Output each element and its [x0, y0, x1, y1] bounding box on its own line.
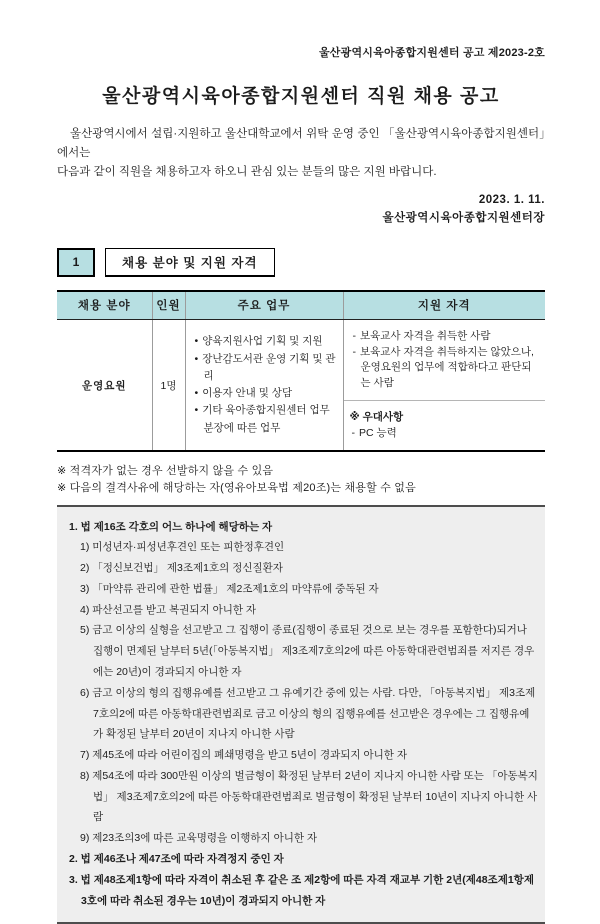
recruitment-table — [57, 290, 545, 453]
disqualification-subitem: 2) 「정신보건법」 제3조제1호의 정신질환자 — [65, 558, 539, 579]
disqualification-item-1: 1. 법 제16조 각호의 어느 하나에 해당하는 자 — [65, 517, 539, 538]
announcement-date: 2023. 1. 11. — [57, 194, 545, 206]
intro-line-1: 울산광역시에서 설립·지원하고 울산대학교에서 위탁 운영 중인 「울산광역시육아종합지원센터」에서는 — [57, 125, 545, 163]
note-line: ※ 적격자가 없는 경우 선발하지 않을 수 있음 — [57, 463, 545, 480]
page-title: 울산광역시육아종합지원센터 직원 채용 공고 — [57, 81, 545, 108]
disqualification-subitem: 9) 제23조의3에 따른 교육명령을 이행하지 아니한 자 — [65, 828, 539, 849]
preference-title: ※ 우대사항 — [350, 410, 542, 426]
column-header-count: 인원 — [152, 291, 185, 320]
preference-block — [344, 400, 546, 451]
duty-item: • 장난감도서관 운영 기획 및 관리 — [192, 351, 340, 386]
intro-line-2: 다음과 같이 직원을 채용하고자 하오니 관심 있는 분들의 많은 지원 바랍니다. — [57, 163, 545, 182]
disqualification-subitem: 3) 「마약류 관리에 관한 법률」 제2조제1호의 마약류에 중독된 자 — [65, 579, 539, 600]
column-header-field: 채용 분야 — [57, 291, 152, 320]
table-header-row — [57, 291, 545, 320]
note-line: ※ 다음의 결격사유에 해당하는 자(영유아보육법 제20조)는 채용할 수 없음 — [57, 480, 545, 497]
disqualification-subitems — [65, 537, 539, 849]
cell-field: 운영요원 — [57, 319, 152, 451]
cell-qualification — [343, 319, 545, 451]
duties-list — [192, 333, 340, 437]
disqualification-item-2: 2. 법 제46조나 제47조에 따라 자격정지 중인 자 — [65, 849, 539, 870]
disqualification-subitem: 6) 금고 이상의 형의 집행유예를 선고받고 그 유예기간 중에 있는 사람. 다만, 「아동복지법」 제3조제7호의2에 따른 아동학대관련범죄로 금고 이상의 형의 집행유예를 선고받은 경우에는 그 집행유예가 확정된 날부터 20년이 지나지 아니한 사람 — [65, 683, 539, 745]
duty-item: • 이용자 안내 및 상담 — [192, 385, 340, 402]
qualification-item: - 보육교사 자격을 취득하지는 않았으나, 운영요원의 업무에 적합하다고 판단되는 사람 — [350, 345, 542, 392]
disqualification-subitem: 8) 제54조에 따라 300만원 이상의 벌금형이 확정된 날부터 2년이 지나지 아니한 사람 또는 「아동복지법」 제3조제7호의2에 따른 아동학대관련범죄로 벌금형이 확정된 날부터 10년이 지나지 아니한 사람 — [65, 766, 539, 828]
preference-list — [350, 426, 542, 442]
cell-count: 1명 — [152, 319, 185, 451]
duty-item: • 양육지원사업 기획 및 지원 — [192, 333, 340, 350]
column-header-duties: 주요 업무 — [185, 291, 343, 320]
disqualification-item-3: 3. 법 제48조제1항에 따라 자격이 취소된 후 같은 조 제2항에 따른 자격 재교부 기한 2년(제48조제1항제3호에 따라 취소된 경우는 10년)이 경과되지 아니한 자 — [65, 870, 539, 912]
qualification-list — [344, 320, 546, 400]
intro-paragraph — [57, 125, 545, 182]
disqualification-subitem: 4) 파산선고를 받고 복권되지 아니한 자 — [65, 600, 539, 621]
duty-item: • 기타 육아종합지원센터 업무 분장에 따른 업무 — [192, 402, 340, 437]
signer-title: 울산광역시육아종합지원센터장 — [57, 209, 545, 225]
table-row — [57, 319, 545, 451]
cell-duties — [185, 319, 343, 451]
notice-number: 울산광역시육아종합지원센터 공고 제2023-2호 — [57, 44, 545, 60]
section-title: 채용 분야 및 지원 자격 — [105, 248, 275, 277]
disqualification-subitem: 5) 금고 이상의 실형을 선고받고 그 집행이 종료(집행이 종료된 것으로 보는 경우를 포함한다)되거나 집행이 면제된 날부터 5년(「아동복지법」 제3조제7호의2에 따른 아동학대관련범죄를 저지른 경우에는 20년)이 경과되지 아니한 자 — [65, 620, 539, 682]
preference-item: - PC 능력 — [350, 426, 542, 442]
section-number-badge: 1 — [57, 248, 95, 277]
column-header-qualification: 지원 자격 — [343, 291, 545, 320]
notes-list — [57, 463, 545, 497]
qualification-item: - 보육교사 자격을 취득한 사람 — [350, 329, 542, 345]
disqualification-subitem: 7) 제45조에 따라 어린이집의 폐쇄명령을 받고 5년이 경과되지 아니한 자 — [65, 745, 539, 766]
disqualification-box — [57, 505, 545, 924]
section-1-header — [57, 248, 545, 277]
disqualification-subitem: 1) 미성년자·피성년후견인 또는 피한정후견인 — [65, 537, 539, 558]
